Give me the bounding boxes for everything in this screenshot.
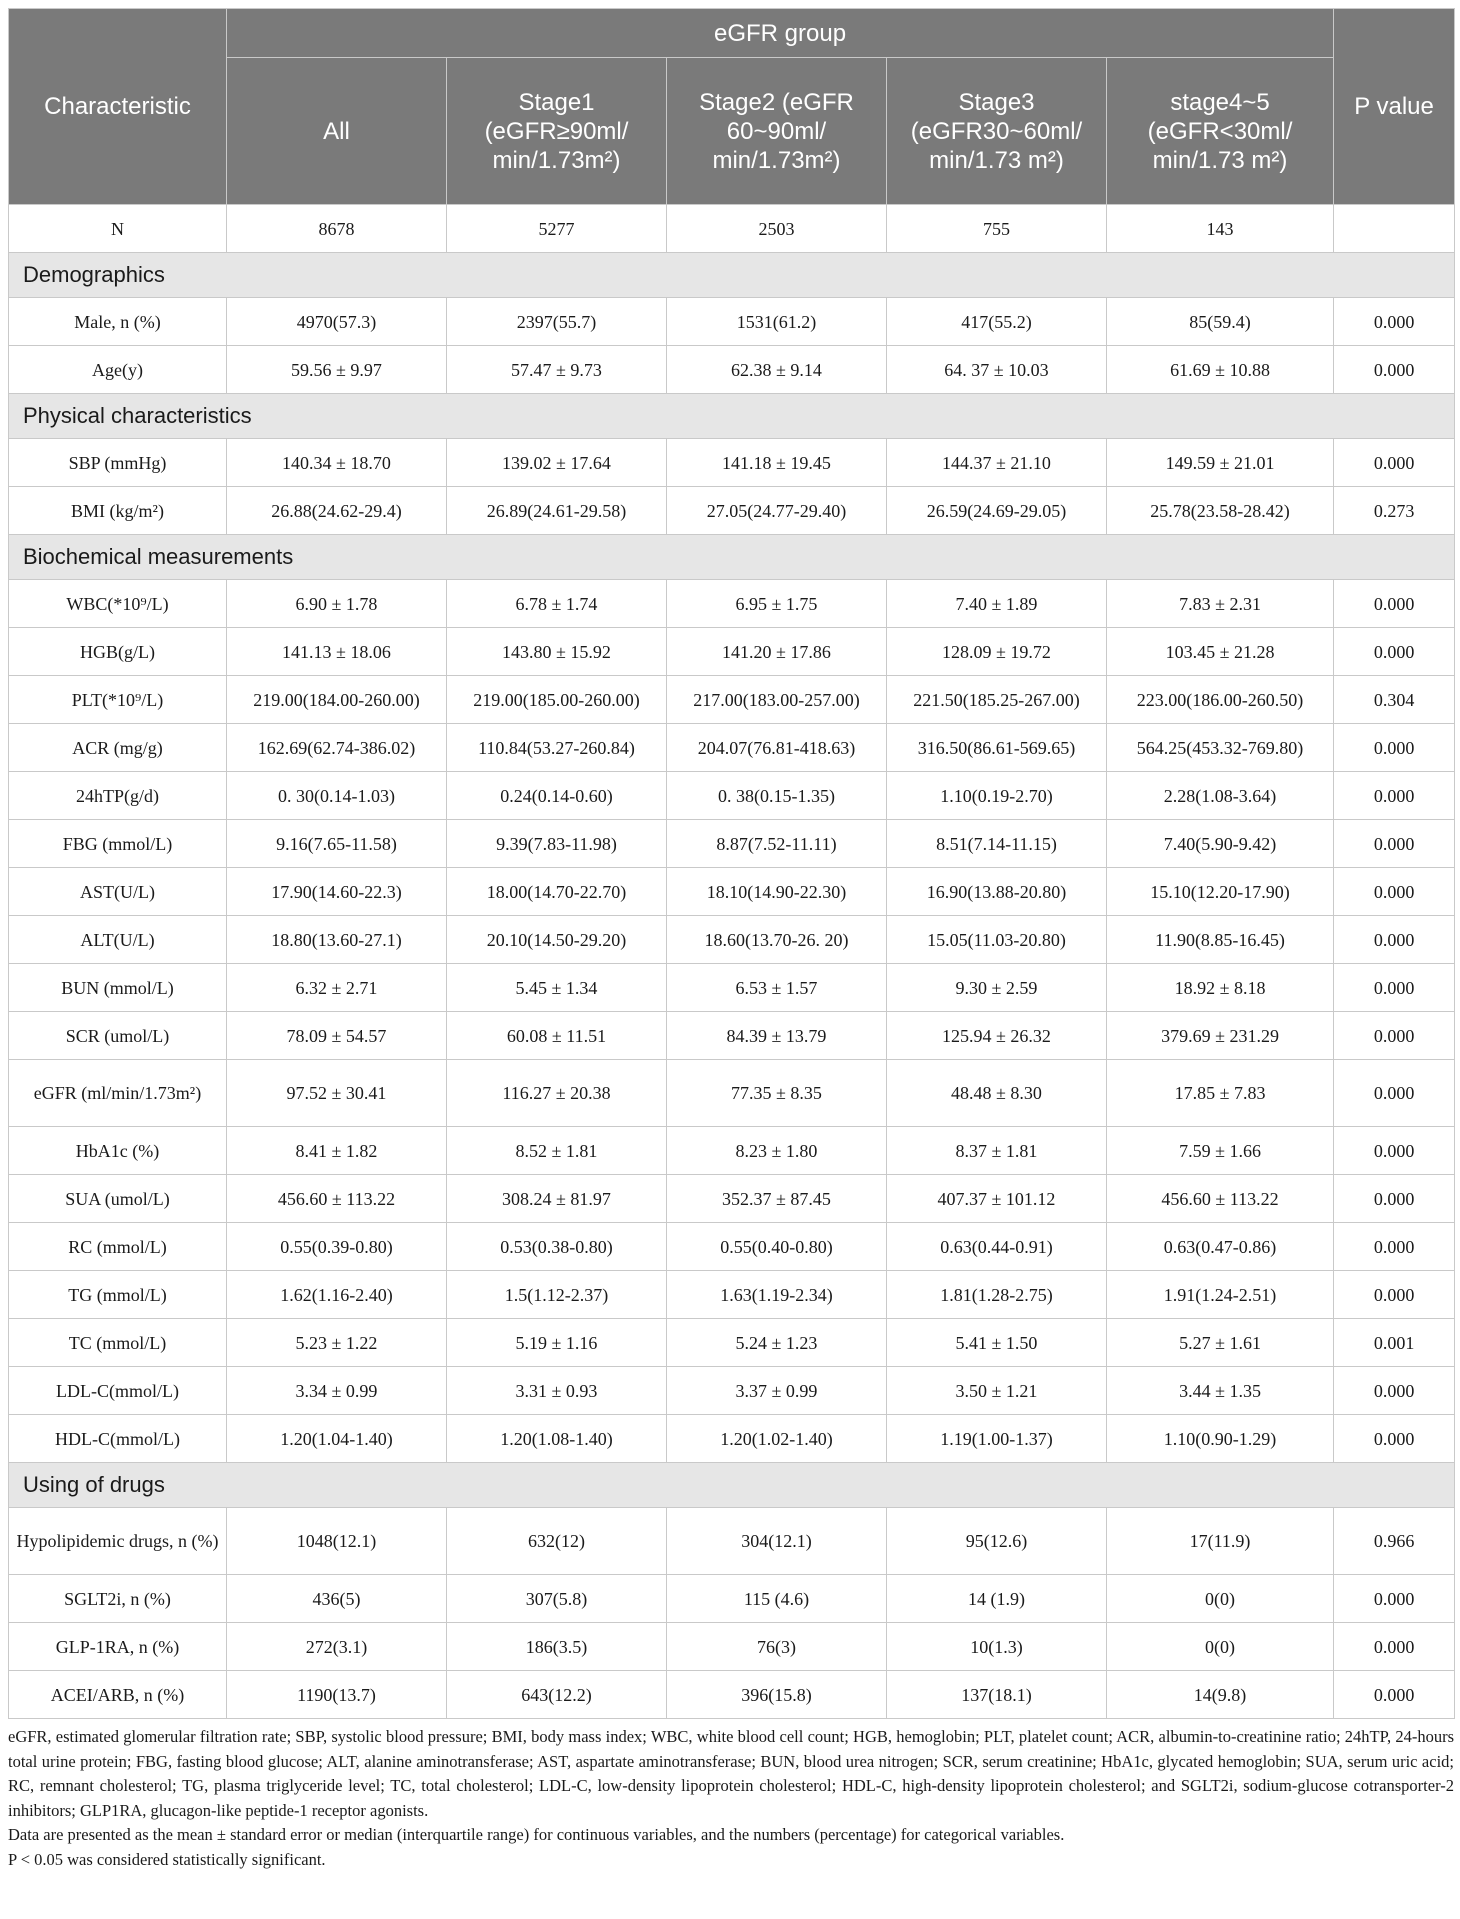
table-cell: 15.10(12.20-17.90)	[1107, 868, 1334, 916]
row-label: ACEI/ARB, n (%)	[9, 1671, 227, 1719]
row-label: Age(y)	[9, 346, 227, 394]
row-label: ACR (mg/g)	[9, 724, 227, 772]
table-cell: 18.92 ± 8.18	[1107, 964, 1334, 1012]
row-label: AST(U/L)	[9, 868, 227, 916]
table-cell: 85(59.4)	[1107, 298, 1334, 346]
table-cell: 186(3.5)	[447, 1623, 667, 1671]
table-cell: 18.10(14.90-22.30)	[667, 868, 887, 916]
table-cell: 0. 38(0.15-1.35)	[667, 772, 887, 820]
header-egfr-group: eGFR group	[227, 9, 1334, 58]
table-cell: 307(5.8)	[447, 1575, 667, 1623]
table-cell: 3.34 ± 0.99	[227, 1367, 447, 1415]
table-row	[9, 1012, 1455, 1060]
table-row	[9, 487, 1455, 535]
table-cell: 8.37 ± 1.81	[887, 1127, 1107, 1175]
table-row	[9, 628, 1455, 676]
table-cell: 219.00(184.00-260.00)	[227, 676, 447, 724]
table-cell: 2503	[667, 205, 887, 253]
table-cell: 1.62(1.16-2.40)	[227, 1271, 447, 1319]
table-cell: 8.87(7.52-11.11)	[667, 820, 887, 868]
table-cell: 223.00(186.00-260.50)	[1107, 676, 1334, 724]
p-value-cell: 0.000	[1334, 1671, 1455, 1719]
table-cell: 1.63(1.19-2.34)	[667, 1271, 887, 1319]
p-value-cell: 0.000	[1334, 298, 1455, 346]
table-cell: 352.37 ± 87.45	[667, 1175, 887, 1223]
row-label: N	[9, 205, 227, 253]
table-cell: 7.83 ± 2.31	[1107, 580, 1334, 628]
table-row	[9, 916, 1455, 964]
table-row	[9, 1575, 1455, 1623]
table-cell: 115 (4.6)	[667, 1575, 887, 1623]
table-cell: 149.59 ± 21.01	[1107, 439, 1334, 487]
row-label: ALT(U/L)	[9, 916, 227, 964]
table-cell: 18.60(13.70-26. 20)	[667, 916, 887, 964]
row-label: WBC(*10⁹/L)	[9, 580, 227, 628]
table-cell: 5277	[447, 205, 667, 253]
table-row	[9, 1319, 1455, 1367]
table-row	[9, 676, 1455, 724]
table-row	[9, 1415, 1455, 1463]
table-cell: 0.53(0.38-0.80)	[447, 1223, 667, 1271]
row-label: PLT(*10⁹/L)	[9, 676, 227, 724]
table-cell: 7.59 ± 1.66	[1107, 1127, 1334, 1175]
row-label: HGB(g/L)	[9, 628, 227, 676]
table-cell: 6.32 ± 2.71	[227, 964, 447, 1012]
table-row	[9, 964, 1455, 1012]
p-value-cell: 0.000	[1334, 916, 1455, 964]
row-label: RC (mmol/L)	[9, 1223, 227, 1271]
table-cell: 204.07(76.81-418.63)	[667, 724, 887, 772]
table-cell: 17.90(14.60-22.3)	[227, 868, 447, 916]
header-row-1	[9, 9, 1455, 58]
table-cell: 5.27 ± 1.61	[1107, 1319, 1334, 1367]
table-cell: 0. 30(0.14-1.03)	[227, 772, 447, 820]
table-cell: 379.69 ± 231.29	[1107, 1012, 1334, 1060]
table-cell: 1.20(1.08-1.40)	[447, 1415, 667, 1463]
table-cell: 272(3.1)	[227, 1623, 447, 1671]
table-cell: 59.56 ± 9.97	[227, 346, 447, 394]
table-cell: 139.02 ± 17.64	[447, 439, 667, 487]
table-cell: 141.18 ± 19.45	[667, 439, 887, 487]
baseline-characteristics-table	[8, 8, 1455, 1719]
table-cell: 110.84(53.27-260.84)	[447, 724, 667, 772]
table-cell: 77.35 ± 8.35	[667, 1060, 887, 1127]
p-value-cell: 0.000	[1334, 439, 1455, 487]
table-cell: 407.37 ± 101.12	[887, 1175, 1107, 1223]
section-label: Physical characteristics	[9, 394, 1455, 439]
table-cell: 0.55(0.40-0.80)	[667, 1223, 887, 1271]
table-row	[9, 1175, 1455, 1223]
table-row	[9, 772, 1455, 820]
table-cell: 1.10(0.19-2.70)	[887, 772, 1107, 820]
table-cell: 5.41 ± 1.50	[887, 1319, 1107, 1367]
table-cell: 78.09 ± 54.57	[227, 1012, 447, 1060]
p-value-cell: 0.000	[1334, 628, 1455, 676]
p-value-cell: 0.000	[1334, 1223, 1455, 1271]
table-cell: 64. 37 ± 10.03	[887, 346, 1107, 394]
table-cell: 1190(13.7)	[227, 1671, 447, 1719]
p-value-cell: 0.001	[1334, 1319, 1455, 1367]
p-value-cell: 0.000	[1334, 724, 1455, 772]
table-cell: 8.23 ± 1.80	[667, 1127, 887, 1175]
table-cell: 1.20(1.04-1.40)	[227, 1415, 447, 1463]
table-cell: 5.24 ± 1.23	[667, 1319, 887, 1367]
table-cell: 0(0)	[1107, 1575, 1334, 1623]
section-label: Demographics	[9, 253, 1455, 298]
table-cell: 26.88(24.62-29.4)	[227, 487, 447, 535]
table-cell: 1.20(1.02-1.40)	[667, 1415, 887, 1463]
table-cell: 304(12.1)	[667, 1508, 887, 1575]
p-value-cell: 0.273	[1334, 487, 1455, 535]
table-header	[9, 9, 1455, 205]
table-cell: 1.19(1.00-1.37)	[887, 1415, 1107, 1463]
p-value-cell: 0.000	[1334, 868, 1455, 916]
table-row	[9, 1127, 1455, 1175]
table-cell: 1531(61.2)	[667, 298, 887, 346]
row-label: FBG (mmol/L)	[9, 820, 227, 868]
table-row	[9, 346, 1455, 394]
table-cell: 143	[1107, 205, 1334, 253]
table-cell: 2397(55.7)	[447, 298, 667, 346]
table-cell: 84.39 ± 13.79	[667, 1012, 887, 1060]
table-cell: 25.78(23.58-28.42)	[1107, 487, 1334, 535]
header-p-value: P value	[1334, 9, 1455, 205]
table-cell: 141.20 ± 17.86	[667, 628, 887, 676]
header-col-all: All	[227, 58, 447, 205]
table-cell: 0.55(0.39-0.80)	[227, 1223, 447, 1271]
row-label: 24hTP(g/d)	[9, 772, 227, 820]
p-value-cell: 0.000	[1334, 1367, 1455, 1415]
table-row	[9, 820, 1455, 868]
table-cell: 17.85 ± 7.83	[1107, 1060, 1334, 1127]
table-cell: 61.69 ± 10.88	[1107, 346, 1334, 394]
table-cell: 308.24 ± 81.97	[447, 1175, 667, 1223]
table-cell: 103.45 ± 21.28	[1107, 628, 1334, 676]
row-label: LDL-C(mmol/L)	[9, 1367, 227, 1415]
table-cell: 1.81(1.28-2.75)	[887, 1271, 1107, 1319]
table-cell: 6.53 ± 1.57	[667, 964, 887, 1012]
section-header-row	[9, 253, 1455, 298]
row-label: TG (mmol/L)	[9, 1271, 227, 1319]
table-cell: 3.44 ± 1.35	[1107, 1367, 1334, 1415]
row-label: SGLT2i, n (%)	[9, 1575, 227, 1623]
table-cell: 17(11.9)	[1107, 1508, 1334, 1575]
header-col-stage1: Stage1 (eGFR≥90ml/ min/1.73m²)	[447, 58, 667, 205]
table-cell: 20.10(14.50-29.20)	[447, 916, 667, 964]
section-header-row	[9, 1463, 1455, 1508]
row-label: SCR (umol/L)	[9, 1012, 227, 1060]
table-container	[8, 8, 1454, 1872]
section-header-row	[9, 535, 1455, 580]
p-value-cell: 0.000	[1334, 964, 1455, 1012]
p-value-cell: 0.000	[1334, 1060, 1455, 1127]
table-row	[9, 580, 1455, 628]
row-label: eGFR (ml/min/1.73m²)	[9, 1060, 227, 1127]
table-cell: 417(55.2)	[887, 298, 1107, 346]
table-cell: 9.16(7.65-11.58)	[227, 820, 447, 868]
table-row	[9, 1508, 1455, 1575]
table-cell: 8.51(7.14-11.15)	[887, 820, 1107, 868]
table-cell: 1.91(1.24-2.51)	[1107, 1271, 1334, 1319]
table-cell: 62.38 ± 9.14	[667, 346, 887, 394]
table-cell: 128.09 ± 19.72	[887, 628, 1107, 676]
table-cell: 140.34 ± 18.70	[227, 439, 447, 487]
table-body	[9, 205, 1455, 1719]
row-label: BUN (mmol/L)	[9, 964, 227, 1012]
table-cell: 16.90(13.88-20.80)	[887, 868, 1107, 916]
footnote-abbreviations: eGFR, estimated glomerular filtration rate; SBP, systolic blood pressure; BMI, body mass index; WBC, white blood cell count; HGB, hemoglobin; PLT, platelet count; ACR, albumin-to-creatinine ratio; 24hTP, 24-hours total urine protein; FBG, fasting blood glucose; ALT, alanine aminotransferase; AST, aspartate aminotransferase; BUN, blood urea nitrogen; SCR, serum creatinine; HbA1c, glycated hemoglobin; SUA, serum uric acid; RC, remnant cholesterol; TG, plasma triglyceride level; TC, total cholesterol; LDL-C, low-density lipoprotein cholesterol; HDL-C, high-density lipoprotein cholesterol; and SGLT2i, sodium-glucose cotransporter-2 inhibitors; GLP1RA, glucagon-like peptide-1 receptor agonists.	[8, 1727, 1454, 1820]
table-row	[9, 724, 1455, 772]
table-cell: 11.90(8.85-16.45)	[1107, 916, 1334, 964]
p-value-cell: 0.000	[1334, 772, 1455, 820]
p-value-cell: 0.000	[1334, 1623, 1455, 1671]
p-value-cell	[1334, 205, 1455, 253]
table-cell: 14 (1.9)	[887, 1575, 1107, 1623]
table-cell: 221.50(185.25-267.00)	[887, 676, 1107, 724]
table-cell: 15.05(11.03-20.80)	[887, 916, 1107, 964]
p-value-cell: 0.000	[1334, 1175, 1455, 1223]
table-cell: 0.63(0.44-0.91)	[887, 1223, 1107, 1271]
table-cell: 456.60 ± 113.22	[1107, 1175, 1334, 1223]
p-value-cell: 0.000	[1334, 580, 1455, 628]
table-cell: 5.23 ± 1.22	[227, 1319, 447, 1367]
header-col-stage2: Stage2 (eGFR 60~90ml/ min/1.73m²)	[667, 58, 887, 205]
table-cell: 26.89(24.61-29.58)	[447, 487, 667, 535]
table-cell: 125.94 ± 26.32	[887, 1012, 1107, 1060]
table-cell: 6.95 ± 1.75	[667, 580, 887, 628]
section-label: Biochemical measurements	[9, 535, 1455, 580]
table-cell: 8.41 ± 1.82	[227, 1127, 447, 1175]
row-label: HbA1c (%)	[9, 1127, 227, 1175]
row-label: BMI (kg/m²)	[9, 487, 227, 535]
row-label: SBP (mmHg)	[9, 439, 227, 487]
table-cell: 27.05(24.77-29.40)	[667, 487, 887, 535]
row-label: SUA (umol/L)	[9, 1175, 227, 1223]
table-cell: 10(1.3)	[887, 1623, 1107, 1671]
table-cell: 14(9.8)	[1107, 1671, 1334, 1719]
table-cell: 18.00(14.70-22.70)	[447, 868, 667, 916]
table-row	[9, 298, 1455, 346]
table-cell: 9.39(7.83-11.98)	[447, 820, 667, 868]
table-cell: 60.08 ± 11.51	[447, 1012, 667, 1060]
table-cell: 162.69(62.74-386.02)	[227, 724, 447, 772]
header-col-stage4-5: stage4~5 (eGFR<30ml/ min/1.73 m²)	[1107, 58, 1334, 205]
table-cell: 3.31 ± 0.93	[447, 1367, 667, 1415]
table-cell: 564.25(453.32-769.80)	[1107, 724, 1334, 772]
table-cell: 7.40(5.90-9.42)	[1107, 820, 1334, 868]
table-cell: 316.50(86.61-569.65)	[887, 724, 1107, 772]
table-cell: 2.28(1.08-3.64)	[1107, 772, 1334, 820]
table-cell: 97.52 ± 30.41	[227, 1060, 447, 1127]
table-cell: 219.00(185.00-260.00)	[447, 676, 667, 724]
table-cell: 217.00(183.00-257.00)	[667, 676, 887, 724]
table-cell: 137(18.1)	[887, 1671, 1107, 1719]
table-cell: 456.60 ± 113.22	[227, 1175, 447, 1223]
table-cell: 76(3)	[667, 1623, 887, 1671]
table-cell: 116.27 ± 20.38	[447, 1060, 667, 1127]
table-cell: 3.37 ± 0.99	[667, 1367, 887, 1415]
table-footnotes	[8, 1725, 1454, 1872]
table-cell: 1.10(0.90-1.29)	[1107, 1415, 1334, 1463]
table-cell: 3.50 ± 1.21	[887, 1367, 1107, 1415]
table-row	[9, 1271, 1455, 1319]
table-cell: 396(15.8)	[667, 1671, 887, 1719]
table-cell: 5.19 ± 1.16	[447, 1319, 667, 1367]
table-cell: 144.37 ± 21.10	[887, 439, 1107, 487]
table-cell: 8678	[227, 205, 447, 253]
table-row	[9, 205, 1455, 253]
p-value-cell: 0.000	[1334, 1127, 1455, 1175]
table-row	[9, 1367, 1455, 1415]
table-row	[9, 1671, 1455, 1719]
p-value-cell: 0.000	[1334, 346, 1455, 394]
table-cell: 26.59(24.69-29.05)	[887, 487, 1107, 535]
table-cell: 436(5)	[227, 1575, 447, 1623]
row-label: GLP-1RA, n (%)	[9, 1623, 227, 1671]
table-row	[9, 1223, 1455, 1271]
table-cell: 643(12.2)	[447, 1671, 667, 1719]
p-value-cell: 0.000	[1334, 1575, 1455, 1623]
table-row	[9, 1060, 1455, 1127]
section-label: Using of drugs	[9, 1463, 1455, 1508]
row-label: HDL-C(mmol/L)	[9, 1415, 227, 1463]
row-label: Hypolipidemic drugs, n (%)	[9, 1508, 227, 1575]
table-cell: 9.30 ± 2.59	[887, 964, 1107, 1012]
table-cell: 7.40 ± 1.89	[887, 580, 1107, 628]
table-cell: 6.90 ± 1.78	[227, 580, 447, 628]
table-cell: 48.48 ± 8.30	[887, 1060, 1107, 1127]
table-cell: 4970(57.3)	[227, 298, 447, 346]
table-cell: 8.52 ± 1.81	[447, 1127, 667, 1175]
p-value-cell: 0.304	[1334, 676, 1455, 724]
footnote-data-presentation: Data are presented as the mean ± standard error or median (interquartile range) for continuous variables, and the numbers (percentage) for categorical variables.	[8, 1825, 1065, 1844]
p-value-cell: 0.000	[1334, 820, 1455, 868]
p-value-cell: 0.966	[1334, 1508, 1455, 1575]
table-cell: 632(12)	[447, 1508, 667, 1575]
section-header-row	[9, 394, 1455, 439]
table-cell: 5.45 ± 1.34	[447, 964, 667, 1012]
p-value-cell: 0.000	[1334, 1415, 1455, 1463]
table-cell: 57.47 ± 9.73	[447, 346, 667, 394]
row-label: TC (mmol/L)	[9, 1319, 227, 1367]
table-cell: 755	[887, 205, 1107, 253]
table-cell: 1048(12.1)	[227, 1508, 447, 1575]
table-cell: 0(0)	[1107, 1623, 1334, 1671]
footnote-significance: P < 0.05 was considered statistically significant.	[8, 1849, 326, 1869]
table-cell: 0.24(0.14-0.60)	[447, 772, 667, 820]
table-cell: 143.80 ± 15.92	[447, 628, 667, 676]
table-cell: 18.80(13.60-27.1)	[227, 916, 447, 964]
table-cell: 141.13 ± 18.06	[227, 628, 447, 676]
p-value-cell: 0.000	[1334, 1012, 1455, 1060]
table-row	[9, 1623, 1455, 1671]
header-col-stage3: Stage3 (eGFR30~60ml/ min/1.73 m²)	[887, 58, 1107, 205]
table-cell: 1.5(1.12-2.37)	[447, 1271, 667, 1319]
p-value-cell: 0.000	[1334, 1271, 1455, 1319]
header-characteristic: Characteristic	[9, 9, 227, 205]
table-cell: 6.78 ± 1.74	[447, 580, 667, 628]
table-cell: 95(12.6)	[887, 1508, 1107, 1575]
table-row	[9, 439, 1455, 487]
table-cell: 0.63(0.47-0.86)	[1107, 1223, 1334, 1271]
row-label: Male, n (%)	[9, 298, 227, 346]
table-row	[9, 868, 1455, 916]
